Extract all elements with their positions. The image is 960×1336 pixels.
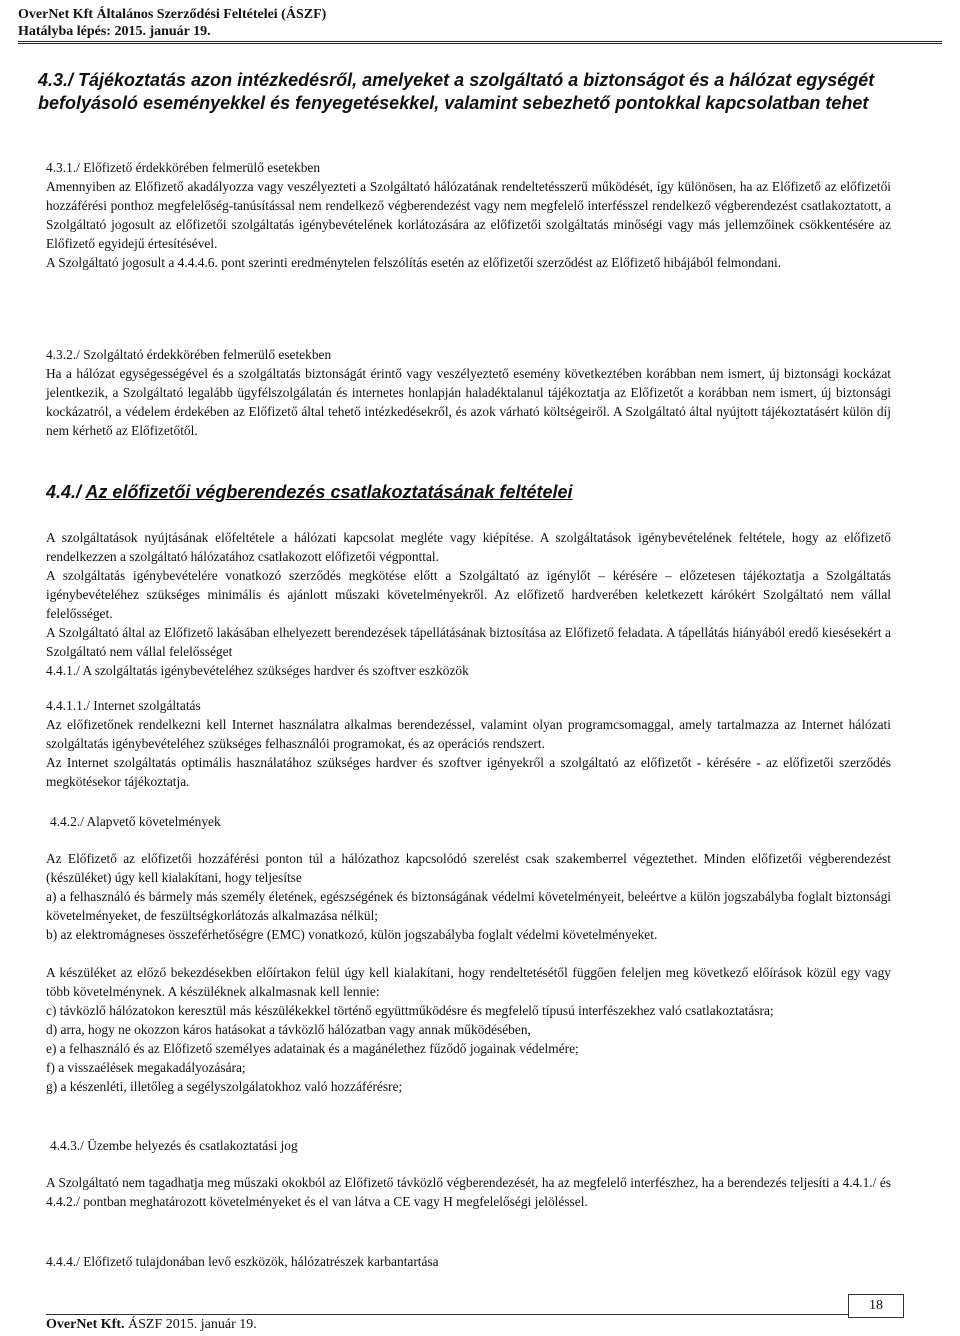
- footer-rule: [46, 1314, 848, 1315]
- section-4-4-paragraph-2: A szolgáltatás igénybevételére vonatkozó szerződés megkötése előtt a Szolgáltató az igénylőt – kérésére – előzetesen tájékoztatja a Szolgáltatás igénybevételéhez szükséges minimális és ajánlott műszaki követelményekről. Az előfizető hardverében keletkezett kárókért Szolgáltató nem vállal felelősséget.: [46, 568, 891, 621]
- section-4-4-3-title: 4.4.3./ Üzembe helyezés és csatlakoztatási jog: [50, 1138, 298, 1153]
- section-4-4-1-1-title: 4.4.1.1./ Internet szolgáltatás: [46, 698, 201, 713]
- section-4-4-2-item-a: a) a felhasználó és bármely más személy életének, egészségének és biztonságának védelmi követelményeit, beleértve a külön jogszabályba foglalt biztonsági követelményeket, de feszültségkorlátozás alkalmazása nélkül;: [46, 889, 891, 923]
- footer-company: OverNet Kft.: [46, 1317, 125, 1332]
- section-4-3-1: [46, 158, 891, 272]
- section-4-4-intro: [46, 528, 891, 680]
- section-4-4-2-item-b: b) az elektromágneses összeférhetőségre (EMC) vonatkozó, külön jogszabályba foglalt védelmi követelményeket.: [46, 927, 658, 942]
- section-4-4-title: Az előfizetői végberendezés csatlakoztatásának feltételei: [85, 482, 573, 502]
- header-title: OverNet Kft Általános Szerződési Feltételei (ÁSZF): [18, 7, 327, 22]
- section-4-4-3-body: [46, 1173, 891, 1211]
- section-4-4-2-item-d: d) arra, hogy ne okozzon káros hatásokat a távközlő hálózatban vagy annak működésében,: [46, 1022, 531, 1037]
- section-4-4-2-item-e: e) a felhasználó és az Előfizető személyes adatainak és a magánélethez fűződő jogainak védelmére;: [46, 1041, 579, 1056]
- section-4-3-heading: 4.3./ Tájékoztatás azon intézkedésről, amelyeket a szolgáltató a biztonságot és a hálózat egységét befolyásoló eseményekkel és fenyegetésekkel, valamint sebezhető pontokkal kapcsolatban tehet: [38, 70, 875, 113]
- page-number: 18: [848, 1294, 904, 1318]
- section-4-4-number: 4.4./: [46, 482, 82, 502]
- section-4-3-2-paragraph: Ha a hálózat egységességével és a szolgáltatás biztonságát érintő vagy veszélyeztető esemény következtében korábban nem ismert, új biztonsági kockázat jelentkezik, a Szolgáltató legalább ügyfélszolgálatán és internetes honlapján haladéktalanul tájékoztatja az Előfizetőt a korábban nem ismert, új biztonsági kockázatról, a védelem érdekében az Előfizető által tehető intézkedésekről, és azok várható költségeiről. A Szolgáltató által nyújtott tájékoztatásért külön díj nem kérhető az Előfizetőtől.: [46, 366, 891, 438]
- section-4-4-3-paragraph: A Szolgáltató nem tagadhatja meg műszaki okokból az Előfizető távközlő végberendezését, ha az megfelelő interfészhez, ha a berendezés teljesíti a 4.4.1./ és 4.4.2./ pontban meghatározott követelményeket és el van látva a CE vagy H megfelelőségi jelöléssel.: [46, 1175, 891, 1209]
- section-4-4-2-paragraph-2: A készüléket az előző bekezdésekben előírtakon felül úgy kell kialakítani, hogy rendeltetésétől függően feleljen meg következő előírások közül egy vagy több követelménynek. A készüléknek alkalmasnak kell lennie:: [46, 965, 891, 999]
- section-4-4-1-1-paragraph-1: Az előfizetőnek rendelkezni kell Internet használatra alkalmas berendezéssel, valamint olyan programcsomaggal, amely tartalmazza az Internet hálózati szolgáltatás igénybevételéhez szükséges felhasználói programokat, és az operációs rendszert.: [46, 717, 891, 751]
- section-4-4-heading: [46, 481, 926, 504]
- section-4-4-1-title: 4.4.1./ A szolgáltatás igénybevételéhez szükséges hardver és szoftver eszközök: [46, 663, 469, 678]
- section-4-4-4-title: 4.4.4./ Előfizető tulajdonában levő eszközök, hálózatrészek karbantartása: [46, 1254, 439, 1269]
- section-4-3-1-paragraph-2: A Szolgáltató jogosult a 4.4.4.6. pont szerinti eredménytelen felszólítás esetén az előfizetői szerződést az Előfizető hibájából felmondani.: [46, 255, 782, 270]
- section-4-4-2-body: [46, 849, 891, 944]
- page-footer: [46, 1317, 257, 1333]
- section-4-3-1-title: 4.3.1./ Előfizető érdekkörében felmerülő esetekben: [46, 160, 321, 175]
- section-4-4-2-title: 4.4.2./ Alapvető követelmények: [50, 814, 221, 829]
- section-4-3-2: [46, 345, 891, 440]
- section-4-4-2-paragraph-1: Az Előfizető az előfizetői hozzáférési ponton túl a hálózathoz kapcsolódó szerelést csak szakemberrel végeztethet. Minden előfizetői végberendezést (készüléket) úgy kell kialakítani, hogy teljesítse: [46, 851, 891, 885]
- section-4-3-1-paragraph-1: Amennyiben az Előfizető akadályozza vagy veszélyezteti a Szolgáltató hálózatának rendeltetésszerű működését, így különösen, ha az Előfizető az előfizetői hozzáférési ponthoz megfelelőség-tanúsítással nem rendelkező végberendezést vagy nem megfelelő interfésszel rendelkező végberendezést csatlakoztatott, a Szolgáltató jogosult az előfizetői szolgáltatás igénybevételének korlátozására az előfizetői szolgáltatás minőségi vagy más jellemzőinek csökkentésére az Előfizető egyidejű értesítésével.: [46, 179, 891, 251]
- section-4-4-2-item-g: g) a készenléti, illetőleg a segélyszolgálatokhoz való hozzáférésre;: [46, 1079, 403, 1094]
- header-rule-double: [18, 43, 942, 44]
- header-rule: [18, 41, 942, 42]
- section-4-4-2-item-c: c) távközlő hálózatokon keresztül más készülékekkel történő együttműködésre és megfelelő típusú interfészekhez való csatlakoztatásra;: [46, 1003, 774, 1018]
- page-header: [18, 6, 326, 40]
- header-effective-date: Hatályba lépés: 2015. január 19.: [18, 24, 211, 39]
- section-4-3-2-title: 4.3.2./ Szolgáltató érdekkörében felmerülő esetekben: [46, 347, 332, 362]
- section-4-4-1-1-paragraph-2: Az Internet szolgáltatás optimális használatához szükséges hardver és szoftver igényekről a szolgáltató az előfizetőt - kérésére - az előfizetői szerződés megkötésekor tájékoztatja.: [46, 755, 891, 789]
- section-4-4-2-item-f: f) a visszaélések megakadályozására;: [46, 1060, 246, 1075]
- section-4-4-2-body-2: [46, 963, 891, 1096]
- section-4-4-paragraph-3: A Szolgáltató által az Előfizető lakásában elhelyezett berendezések tápellátásának biztosítása az Előfizető feladata. A tápellátás hiányából eredő kiesésekért a Szolgáltató nem vállal felelősséget: [46, 625, 891, 659]
- section-4-4-paragraph-1: A szolgáltatások nyújtásának előfeltétele a hálózati kapcsolat megléte vagy kiépítése. A szolgáltatások igénybevételének feltétele, hogy az előfizető rendelkezzen a szolgáltató hálózatához csatlakozott előfizetői végponttal.: [46, 530, 891, 564]
- footer-doc: ÁSZF 2015. január 19.: [128, 1317, 257, 1332]
- section-4-4-1-1: [46, 696, 891, 791]
